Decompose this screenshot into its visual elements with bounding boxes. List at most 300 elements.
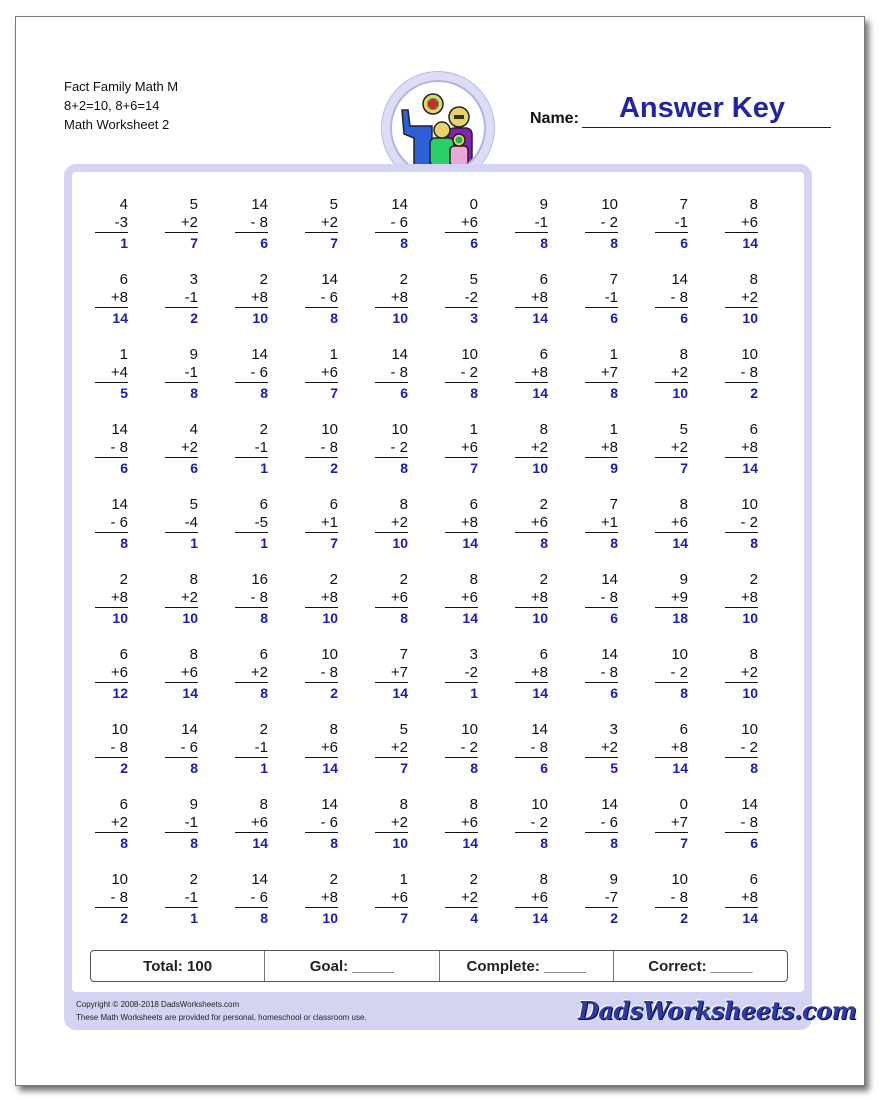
problem-operator-number: +1 bbox=[600, 514, 618, 531]
problem bbox=[498, 797, 548, 853]
problem-answer: 2 bbox=[750, 385, 758, 401]
problem-top-number: 14 bbox=[251, 196, 268, 213]
problem-operator-number: - 8 bbox=[110, 889, 128, 906]
problem bbox=[288, 872, 338, 928]
answer-bar bbox=[305, 532, 338, 533]
problem-top-number: 5 bbox=[679, 421, 688, 438]
problem-operator-number: - 6 bbox=[250, 889, 268, 906]
problem bbox=[148, 497, 198, 553]
problem-answer: 14 bbox=[462, 835, 478, 851]
problem-operator-number: +2 bbox=[670, 439, 688, 456]
problem-top-number: 8 bbox=[329, 721, 338, 738]
problem bbox=[638, 647, 688, 703]
problem-answer: 8 bbox=[260, 685, 268, 701]
problem-answer: 8 bbox=[400, 610, 408, 626]
problem bbox=[288, 797, 338, 853]
problem-answer: 8 bbox=[400, 460, 408, 476]
problem bbox=[148, 272, 198, 328]
problem-answer: 7 bbox=[680, 460, 688, 476]
problem-answer: 7 bbox=[330, 385, 338, 401]
problem-operator-number: - 8 bbox=[670, 889, 688, 906]
answer-bar bbox=[375, 307, 408, 308]
problem-operator-number: +2 bbox=[110, 814, 128, 831]
problem bbox=[358, 722, 408, 778]
answer-bar bbox=[445, 907, 478, 908]
problem-top-number: 6 bbox=[539, 646, 548, 663]
problem bbox=[638, 422, 688, 478]
problem bbox=[78, 722, 128, 778]
problem-top-number: 2 bbox=[329, 871, 338, 888]
problem bbox=[78, 497, 128, 553]
answer-bar bbox=[305, 232, 338, 233]
problem-answer: 8 bbox=[540, 835, 548, 851]
problem bbox=[708, 197, 758, 253]
problem bbox=[358, 197, 408, 253]
problem-operator-number: -1 bbox=[184, 814, 198, 831]
problem-operator-number: +7 bbox=[670, 814, 688, 831]
problem-top-number: 3 bbox=[609, 721, 618, 738]
problem bbox=[78, 347, 128, 403]
problem-answer: 14 bbox=[742, 910, 758, 926]
problem-top-number: 8 bbox=[539, 421, 548, 438]
answer-bar bbox=[375, 607, 408, 608]
problem-operator-number: +8 bbox=[530, 589, 548, 606]
problem-operator-number: - 8 bbox=[250, 589, 268, 606]
problem-answer: 7 bbox=[470, 460, 478, 476]
problem bbox=[288, 722, 338, 778]
problem-operator-number: - 8 bbox=[110, 739, 128, 756]
answer-bar bbox=[305, 682, 338, 683]
answer-bar bbox=[445, 382, 478, 383]
problem bbox=[568, 347, 618, 403]
problem-answer: 8 bbox=[330, 310, 338, 326]
problem-answer: 10 bbox=[182, 610, 198, 626]
problem-operator-number: - 6 bbox=[180, 739, 198, 756]
answer-bar bbox=[305, 382, 338, 383]
problem-answer: 10 bbox=[112, 610, 128, 626]
problem-operator-number: +7 bbox=[390, 664, 408, 681]
problem bbox=[498, 647, 548, 703]
problem-answer: 12 bbox=[112, 685, 128, 701]
answer-bar bbox=[445, 307, 478, 308]
problem-answer: 1 bbox=[260, 460, 268, 476]
problem-answer: 8 bbox=[400, 235, 408, 251]
problem-answer: 6 bbox=[610, 310, 618, 326]
problem-answer: 10 bbox=[742, 685, 758, 701]
problem-operator-number: - 2 bbox=[600, 214, 618, 231]
problem-answer: 2 bbox=[330, 460, 338, 476]
problem bbox=[218, 497, 268, 553]
problem-top-number: 2 bbox=[749, 571, 758, 588]
problem-operator-number: +6 bbox=[530, 889, 548, 906]
problem-answer: 6 bbox=[680, 235, 688, 251]
answer-bar bbox=[655, 532, 688, 533]
problem-operator-number: - 6 bbox=[250, 364, 268, 381]
answer-bar bbox=[585, 757, 618, 758]
answer-bar bbox=[585, 832, 618, 833]
problem-operator-number: +4 bbox=[110, 364, 128, 381]
problem-top-number: 6 bbox=[119, 646, 128, 663]
problem-answer: 8 bbox=[750, 535, 758, 551]
problem bbox=[218, 872, 268, 928]
problem-top-number: 6 bbox=[259, 496, 268, 513]
answer-bar bbox=[585, 457, 618, 458]
family-icon bbox=[392, 82, 484, 174]
problem-top-number: 5 bbox=[329, 196, 338, 213]
problem-top-number: 8 bbox=[539, 871, 548, 888]
problem bbox=[568, 872, 618, 928]
problem-top-number: 10 bbox=[321, 646, 338, 663]
problem-top-number: 6 bbox=[749, 421, 758, 438]
problem-top-number: 10 bbox=[111, 871, 128, 888]
problem-top-number: 5 bbox=[469, 271, 478, 288]
problem bbox=[708, 872, 758, 928]
copyright-notice bbox=[76, 998, 367, 1024]
answer-bar bbox=[515, 757, 548, 758]
problem bbox=[78, 422, 128, 478]
problem-answer: 8 bbox=[120, 835, 128, 851]
answer-bar bbox=[165, 382, 198, 383]
problem bbox=[498, 572, 548, 628]
problem bbox=[358, 647, 408, 703]
problem-operator-number: +6 bbox=[460, 589, 478, 606]
answer-bar bbox=[375, 232, 408, 233]
problem-operator-number: +8 bbox=[530, 664, 548, 681]
fact-family-subtitle: 8+2=10, 8+6=14 bbox=[64, 98, 160, 113]
problem-operator-number: -1 bbox=[184, 289, 198, 306]
problem-top-number: 6 bbox=[539, 346, 548, 363]
answer-bar bbox=[95, 907, 128, 908]
problem bbox=[288, 422, 338, 478]
problem-operator-number: - 8 bbox=[390, 364, 408, 381]
problem-top-number: 6 bbox=[329, 496, 338, 513]
answer-bar bbox=[515, 832, 548, 833]
answer-bar bbox=[235, 532, 268, 533]
problem-top-number: 6 bbox=[119, 796, 128, 813]
problem bbox=[218, 797, 268, 853]
problem-top-number: 8 bbox=[469, 796, 478, 813]
goal-field[interactable]: Goal: _____ bbox=[265, 951, 439, 981]
problem-answer: 14 bbox=[672, 760, 688, 776]
answer-bar bbox=[375, 382, 408, 383]
correct-field[interactable]: Correct: _____ bbox=[648, 957, 753, 975]
problem-top-number: 0 bbox=[679, 796, 688, 813]
answer-bar bbox=[95, 532, 128, 533]
problem-answer: 6 bbox=[610, 610, 618, 626]
answer-bar bbox=[165, 832, 198, 833]
answer-bar bbox=[445, 532, 478, 533]
problem-operator-number: -1 bbox=[184, 364, 198, 381]
problem-top-number: 10 bbox=[601, 196, 618, 213]
answer-bar bbox=[375, 457, 408, 458]
problem bbox=[428, 347, 478, 403]
answer-bar bbox=[585, 907, 618, 908]
problem bbox=[498, 197, 548, 253]
problem-top-number: 2 bbox=[539, 496, 548, 513]
problem bbox=[638, 872, 688, 928]
problem bbox=[218, 422, 268, 478]
answer-bar bbox=[235, 682, 268, 683]
answer-bar bbox=[165, 457, 198, 458]
problem-answer: 1 bbox=[470, 685, 478, 701]
problem-answer: 8 bbox=[470, 385, 478, 401]
answer-bar bbox=[375, 532, 408, 533]
problem-operator-number: - 2 bbox=[530, 814, 548, 831]
problem-operator-number: +8 bbox=[110, 289, 128, 306]
answer-bar bbox=[305, 607, 338, 608]
problem-answer: 14 bbox=[322, 760, 338, 776]
answer-bar bbox=[305, 832, 338, 833]
answer-bar bbox=[655, 457, 688, 458]
problem bbox=[358, 422, 408, 478]
problem-answer: 2 bbox=[120, 910, 128, 926]
problem bbox=[428, 497, 478, 553]
problem bbox=[288, 197, 338, 253]
problem-operator-number: +2 bbox=[390, 514, 408, 531]
problem-answer: 8 bbox=[260, 610, 268, 626]
problem-top-number: 14 bbox=[181, 721, 198, 738]
problem bbox=[148, 647, 198, 703]
problem bbox=[428, 797, 478, 853]
problem bbox=[638, 347, 688, 403]
problem-top-number: 8 bbox=[749, 646, 758, 663]
problem-answer: 10 bbox=[742, 310, 758, 326]
answer-bar bbox=[655, 757, 688, 758]
problem-top-number: 3 bbox=[189, 271, 198, 288]
problem bbox=[498, 272, 548, 328]
problem-top-number: 16 bbox=[251, 571, 268, 588]
problem bbox=[78, 572, 128, 628]
problem bbox=[638, 197, 688, 253]
problem-top-number: 10 bbox=[321, 421, 338, 438]
problem-operator-number: - 6 bbox=[600, 814, 618, 831]
answer-bar bbox=[725, 832, 758, 833]
problem-operator-number: +2 bbox=[530, 439, 548, 456]
problem-operator-number: - 2 bbox=[740, 739, 758, 756]
problem-operator-number: -2 bbox=[464, 664, 478, 681]
problem-operator-number: +6 bbox=[320, 739, 338, 756]
answer-bar bbox=[95, 457, 128, 458]
score-bar bbox=[90, 950, 788, 982]
problem-answer: 6 bbox=[260, 235, 268, 251]
problem-top-number: 14 bbox=[391, 346, 408, 363]
problem-operator-number: - 2 bbox=[740, 514, 758, 531]
problem bbox=[568, 197, 618, 253]
problem-answer: 8 bbox=[680, 685, 688, 701]
problem-operator-number: - 8 bbox=[600, 589, 618, 606]
problem bbox=[218, 272, 268, 328]
problem-top-number: 8 bbox=[749, 196, 758, 213]
problem-answer: 2 bbox=[190, 310, 198, 326]
problem-top-number: 14 bbox=[741, 796, 758, 813]
problem bbox=[148, 572, 198, 628]
problem-top-number: 5 bbox=[189, 196, 198, 213]
problem-operator-number: - 8 bbox=[600, 664, 618, 681]
problem-operator-number: +8 bbox=[600, 439, 618, 456]
problem bbox=[148, 197, 198, 253]
problem-top-number: 14 bbox=[321, 796, 338, 813]
problem-operator-number: +2 bbox=[250, 664, 268, 681]
problem-operator-number: - 8 bbox=[740, 814, 758, 831]
name-label: Name: bbox=[530, 110, 579, 127]
problem bbox=[568, 647, 618, 703]
problem-operator-number: +8 bbox=[390, 289, 408, 306]
answer-bar bbox=[95, 232, 128, 233]
problem-top-number: 2 bbox=[119, 571, 128, 588]
problem-operator-number: - 6 bbox=[320, 814, 338, 831]
worksheet-header bbox=[64, 77, 178, 134]
answer-bar bbox=[95, 307, 128, 308]
problem-operator-number: - 6 bbox=[390, 214, 408, 231]
problem-top-number: 1 bbox=[119, 346, 128, 363]
problem-operator-number: -1 bbox=[184, 889, 198, 906]
problem bbox=[358, 572, 408, 628]
problem bbox=[498, 872, 548, 928]
problem bbox=[638, 572, 688, 628]
answer-bar bbox=[445, 757, 478, 758]
problem-answer: 6 bbox=[120, 460, 128, 476]
problem bbox=[78, 872, 128, 928]
problem-operator-number: +8 bbox=[110, 589, 128, 606]
problem-top-number: 8 bbox=[399, 496, 408, 513]
problem-answer: 3 bbox=[470, 310, 478, 326]
problem bbox=[218, 197, 268, 253]
answer-bar bbox=[305, 307, 338, 308]
problem-top-number: 2 bbox=[469, 871, 478, 888]
problem-answer: 14 bbox=[532, 910, 548, 926]
problem-top-number: 7 bbox=[399, 646, 408, 663]
problem-top-number: 9 bbox=[189, 796, 198, 813]
problem-top-number: 6 bbox=[259, 646, 268, 663]
answer-bar bbox=[655, 607, 688, 608]
answer-bar bbox=[725, 757, 758, 758]
problem-operator-number: - 6 bbox=[320, 289, 338, 306]
answer-bar bbox=[95, 682, 128, 683]
problem-top-number: 14 bbox=[111, 496, 128, 513]
problem-operator-number: - 2 bbox=[460, 739, 478, 756]
problem-operator-number: +2 bbox=[390, 739, 408, 756]
problem-top-number: 14 bbox=[671, 271, 688, 288]
problem-operator-number: +6 bbox=[390, 889, 408, 906]
problem-top-number: 6 bbox=[749, 871, 758, 888]
problem bbox=[78, 197, 128, 253]
problem-operator-number: +6 bbox=[110, 664, 128, 681]
problem bbox=[708, 647, 758, 703]
problem-operator-number: - 8 bbox=[320, 439, 338, 456]
problem-answer: 9 bbox=[610, 460, 618, 476]
answer-bar bbox=[95, 757, 128, 758]
problem-answer: 1 bbox=[260, 760, 268, 776]
problem-operator-number: -1 bbox=[254, 739, 268, 756]
problem bbox=[148, 797, 198, 853]
problem bbox=[78, 797, 128, 853]
problem-top-number: 10 bbox=[461, 721, 478, 738]
problem-answer: 6 bbox=[190, 460, 198, 476]
worksheet-title: Fact Family Math M bbox=[64, 79, 179, 94]
total-field: Total: 100 bbox=[91, 951, 265, 981]
problem bbox=[708, 422, 758, 478]
problem bbox=[428, 422, 478, 478]
problem-answer: 6 bbox=[400, 385, 408, 401]
problem-top-number: 14 bbox=[531, 721, 548, 738]
problem-top-number: 5 bbox=[399, 721, 408, 738]
problem-answer: 6 bbox=[470, 235, 478, 251]
problem bbox=[638, 797, 688, 853]
problem-operator-number: +8 bbox=[740, 589, 758, 606]
problem bbox=[148, 872, 198, 928]
answer-bar bbox=[165, 532, 198, 533]
problem bbox=[218, 572, 268, 628]
problem-operator-number: - 8 bbox=[110, 439, 128, 456]
answer-bar bbox=[585, 607, 618, 608]
problem-operator-number: +2 bbox=[740, 664, 758, 681]
problem bbox=[148, 422, 198, 478]
problem-operator-number: +2 bbox=[180, 439, 198, 456]
problem-operator-number: +9 bbox=[670, 589, 688, 606]
problem-answer: 5 bbox=[120, 385, 128, 401]
problem bbox=[708, 722, 758, 778]
problem-top-number: 7 bbox=[609, 496, 618, 513]
answer-bar bbox=[305, 457, 338, 458]
answer-bar bbox=[725, 232, 758, 233]
problem-top-number: 10 bbox=[741, 496, 758, 513]
problem-operator-number: +6 bbox=[390, 589, 408, 606]
problem-answer: 14 bbox=[392, 685, 408, 701]
problem-answer: 2 bbox=[120, 760, 128, 776]
answer-bar bbox=[445, 232, 478, 233]
problem-answer: 8 bbox=[190, 760, 198, 776]
problem bbox=[218, 347, 268, 403]
problem-top-number: 4 bbox=[119, 196, 128, 213]
problem-operator-number: +2 bbox=[460, 889, 478, 906]
answer-bar bbox=[375, 832, 408, 833]
problem-answer: 2 bbox=[330, 685, 338, 701]
answer-bar bbox=[585, 307, 618, 308]
problem-operator-number: +8 bbox=[530, 289, 548, 306]
answer-bar bbox=[515, 532, 548, 533]
problem-answer: 8 bbox=[190, 385, 198, 401]
answer-bar bbox=[515, 232, 548, 233]
problem-answer: 4 bbox=[470, 910, 478, 926]
answer-bar bbox=[165, 757, 198, 758]
problem-top-number: 10 bbox=[671, 646, 688, 663]
problem-top-number: 1 bbox=[469, 421, 478, 438]
problem bbox=[358, 872, 408, 928]
problem-answer: 8 bbox=[610, 235, 618, 251]
answer-bar bbox=[235, 832, 268, 833]
answer-bar bbox=[725, 532, 758, 533]
answer-bar bbox=[165, 682, 198, 683]
problem-top-number: 2 bbox=[259, 271, 268, 288]
problem-answer: 8 bbox=[260, 385, 268, 401]
answer-bar bbox=[165, 907, 198, 908]
complete-field[interactable]: Complete: _____ bbox=[440, 951, 614, 981]
problem-operator-number: +6 bbox=[320, 364, 338, 381]
answer-bar bbox=[95, 607, 128, 608]
answer-bar bbox=[95, 382, 128, 383]
problem-top-number: 8 bbox=[679, 496, 688, 513]
problem-answer: 1 bbox=[260, 535, 268, 551]
problem-top-number: 10 bbox=[671, 871, 688, 888]
problem-operator-number: -2 bbox=[464, 289, 478, 306]
problem-operator-number: -3 bbox=[114, 214, 128, 231]
problem-operator-number: - 8 bbox=[320, 664, 338, 681]
problem-answer: 10 bbox=[322, 610, 338, 626]
problem-top-number: 8 bbox=[469, 571, 478, 588]
problem-operator-number: +8 bbox=[740, 439, 758, 456]
answer-bar bbox=[445, 682, 478, 683]
name-input-line[interactable] bbox=[582, 127, 831, 128]
